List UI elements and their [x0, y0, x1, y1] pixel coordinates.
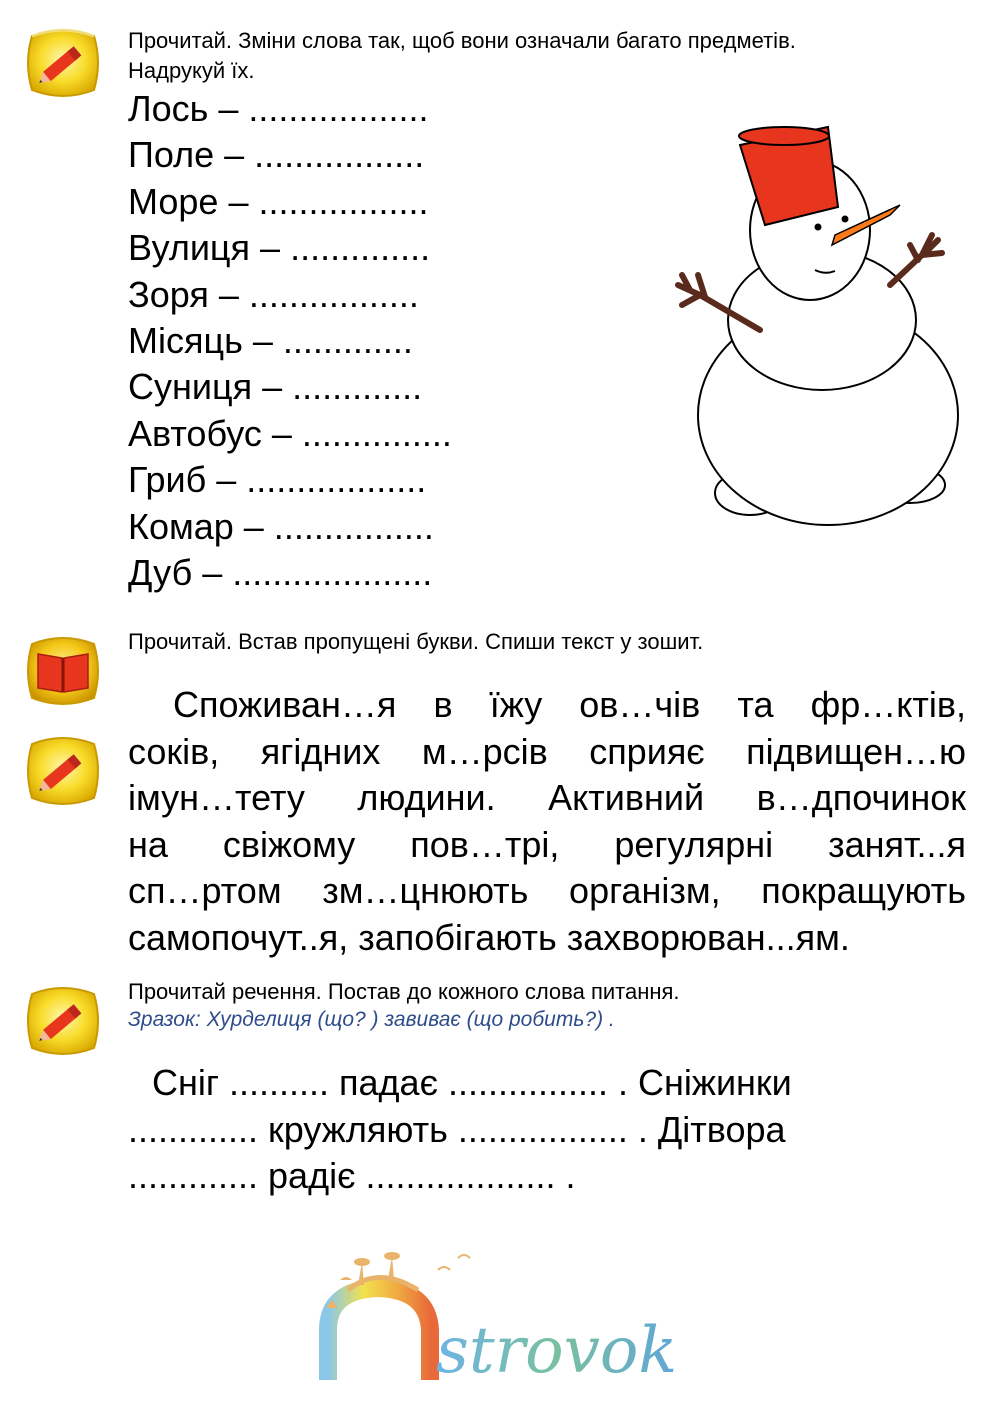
- ostrovok-logo: [318, 1250, 758, 1390]
- word-item: Комар – ................: [128, 505, 434, 547]
- text-line: сп…ртом зм…цнюють організм, покращують: [128, 870, 966, 911]
- task3-sample: Зразок: Хурделиця (що? ) завиває (що робить?) .: [128, 1008, 615, 1031]
- word-item: Автобус – ...............: [128, 412, 452, 454]
- book-icon: [22, 630, 104, 712]
- task3-text: [128, 1060, 888, 1200]
- text-line: Сніг .......... падає ................ . Сніжинки: [152, 1062, 792, 1103]
- pencil-icon: [22, 730, 104, 812]
- word-item: Дуб – ....................: [128, 551, 433, 593]
- pencil-icon: [22, 22, 104, 104]
- task1-instruction-line2: Надрукуй їх.: [128, 58, 255, 83]
- text-line: імун…тету людини. Активний в…дпочинок: [128, 777, 966, 818]
- snowman-illustration: [660, 115, 960, 535]
- word-item: Море – .................: [128, 180, 429, 222]
- word-item: Зоря – .................: [128, 273, 419, 315]
- logo-text: strovok: [436, 1314, 678, 1388]
- task3-instruction: Прочитай речення. Постав до кожного слова питання.: [128, 979, 680, 1004]
- text-line: самопочут..я, запобігають захворюван...ям.: [128, 916, 850, 958]
- text-line: ............. кружляють ................. . Дітвора: [128, 1108, 786, 1150]
- text-line: на свіжому пов…трі, регулярні занят...я: [128, 823, 966, 865]
- word-item: Вулиця – ..............: [128, 227, 431, 269]
- word-item: Місяць – .............: [128, 319, 413, 361]
- word-item: Суниця – .............: [128, 366, 423, 408]
- word-list: [128, 86, 452, 596]
- task2-instruction: Прочитай. Встав пропущені букви. Спиши текст у зошит.: [128, 629, 704, 654]
- text-line: Споживан…я в їжу ов…чів та фр…ктів,: [173, 684, 966, 725]
- text-line: соків, ягідних м…рсів сприяє підвищен…ю: [128, 730, 966, 772]
- text-line: ............. радіє ................... .: [128, 1155, 576, 1196]
- pencil-icon: [22, 980, 104, 1062]
- word-item: Гриб – ..................: [128, 459, 427, 501]
- task1-instruction: Прочитай. Зміни слова так, щоб вони означали багато предметів.: [128, 28, 796, 53]
- task2-text: [128, 682, 966, 961]
- word-item: Лось – ..................: [128, 88, 429, 129]
- word-item: Поле – .................: [128, 134, 425, 176]
